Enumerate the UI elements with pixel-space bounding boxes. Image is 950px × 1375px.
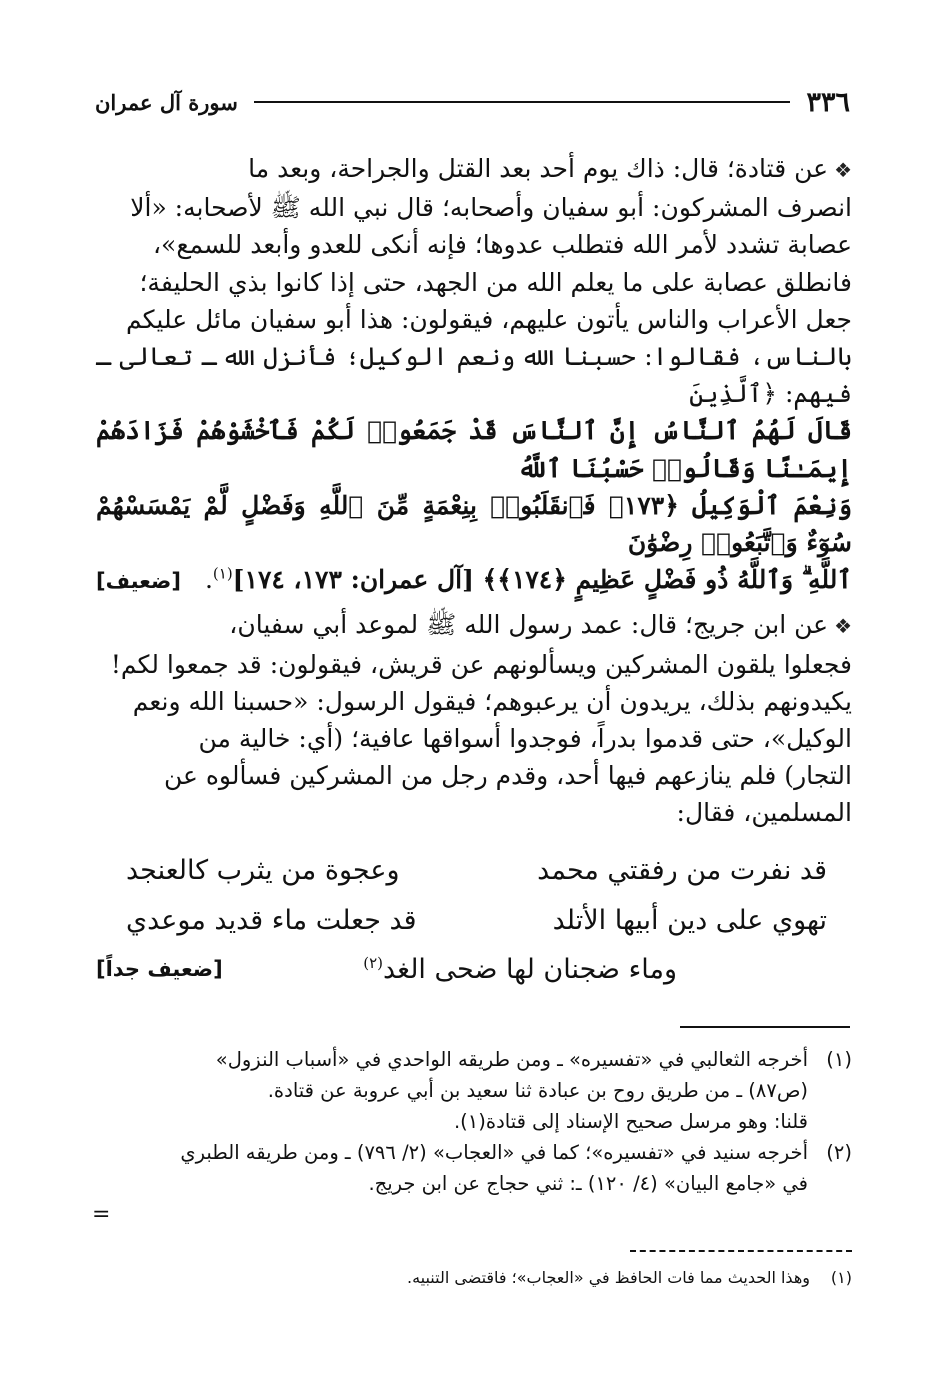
footnote-line: في «جامع البيان» (٤/ ١٢٠) ـ: ثني حجاج عن ابن جريج. (368, 1172, 808, 1195)
poem-verse (96, 846, 852, 896)
text-line: المسلمين، فقال: (676, 798, 852, 828)
footnote-ref: (١) (212, 564, 233, 583)
continuation-mark: = (92, 1202, 111, 1227)
text-line: ❖عن قتادة؛ قال: ذاك يوم أحد بعد القتل والجراحة، وبعد ما (248, 154, 852, 183)
poem-verse (96, 896, 852, 946)
text-line: فجعلوا يلقون المشركين ويسألونهم عن قريش، فيقولون: قد جمعوا لكم! (110, 649, 852, 679)
footnote-number: (١) (826, 1048, 852, 1071)
hemistich: قد نفرت من رفقتي محمد (537, 855, 827, 887)
quran-line: ٱللَّهِ ۗ وَٱللَّهُ ذُو فَضْلٍ عَظِيمٍ ﴿١٧٤﴾﴾ [آل عمران: ١٧٣، ١٧٤] (232, 565, 852, 595)
footnote-number: (٢) (826, 1141, 852, 1164)
grade-label: [ضعيف] (96, 569, 181, 594)
footnote-rule (680, 1026, 850, 1028)
text-line: انصرف المشركون: أبو سفيان وأصحابه؛ قال نبي الله ﷺ لأصحابه: «ألا (130, 193, 852, 223)
page-header (95, 82, 850, 122)
poem (96, 846, 852, 994)
bullet-icon: ❖ (834, 614, 852, 639)
poem-verse (96, 946, 852, 994)
text-line: الوكيل»، حتى قدموا بدراً، فوجدوا أسواقها عافية؛ (أي: خالية من (198, 724, 852, 754)
grade-label: [ضعيف جداً] (96, 957, 223, 982)
text-line: ❖عن ابن جريج؛ قال: عمد رسول الله ﷺ لموعد أبي سفيان، (229, 610, 852, 640)
hemistich: وماء ضجنان لها ضحى الغد$^{(٢)}$ (363, 954, 677, 986)
hemistich: تهوي على دين أبيها الأتلد (552, 905, 827, 937)
entry-ibn-jurayj (96, 606, 852, 831)
header-rule (254, 101, 791, 103)
grade-line: ٱللَّهِ ۗ وَٱللَّهُ ذُو فَضْلٍ عَظِيمٍ ﴿١٧٤﴾﴾ [آل عمران: ١٧٣، ١٧٤]$^{(١)}$. [ضعيف] (96, 561, 852, 600)
running-title: سورة آل عمران (95, 89, 238, 115)
footnote-line: قلنا: وهو مرسل صحيح الإسناد إلى قتادة(١). (453, 1110, 808, 1133)
hemistich: وعجوة من يثرب كالعنجد (126, 855, 400, 887)
subnote-number: (١) (830, 1268, 852, 1287)
text-line: فانطلق عصابة على ما يعلم الله من الجهد، حتى إذا كانوا بذي الحليفة؛ (139, 267, 852, 297)
page-number: ٣٣٦ (806, 86, 850, 118)
bullet-icon: ❖ (834, 158, 852, 182)
footnote (96, 1044, 852, 1137)
text-line: جعل الأعراب والناس يأتون عليهم، فيقولون: هذا أبو سفيان مائل عليكم (125, 304, 852, 334)
subnote-rule (630, 1250, 852, 1252)
text-line: التجار) فلم ينازعهم فيها أحد، وقدم رجل من المشركين فسألوه عن (163, 761, 852, 791)
subnote-text: وهذا الحديث مما فات الحافظ في «العجاب»؛ فاقتضى التنبيه. (406, 1268, 810, 1287)
footnote-line: أخرجه الثعالبي في «تفسيره» ـ ومن طريقه الواحدي في «أسباب النزول» (215, 1048, 808, 1071)
footnote-line: أخرجه سنيد في «تفسيره»؛ كما في «العجاب» (٢/ ٧٩٦) ـ ومن طريقه الطبري (180, 1141, 808, 1164)
footnotes (96, 1044, 852, 1199)
hemistich: قد جعلت ماء قديد موعدي (126, 905, 417, 937)
footnote (96, 1137, 852, 1199)
footnote-line: (ص٨٧) ـ من طريق روح بن عبادة ثنا سعيد بن أبي عروبة عن قتادة. (267, 1079, 808, 1102)
footnote-ref: (٢) (363, 954, 383, 973)
quran-line: وَنِعْمَ ٱلْوَكِيلُ ﴿١٧٣﴾ فَٱنقَلَبُوا۟ بِنِعْمَةٍ مِّنَ ٱللَّهِ وَفَضْلٍ لَّمْ يَمْسَسْهُمْ سُوٓءٌ وَٱتَّبَعُوا۟ رِضْوَٰنَ (96, 490, 852, 558)
main-text (96, 150, 852, 994)
quran-line: قَالَ لَهُمُ ٱلنَّاسُ إِنَّ ٱلنَّاسَ قَدْ جَمَعُوا۟ لَكُمْ فَٱخْشَوْهُمْ فَزَادَهُمْ إِيمَـٰنًا وَقَالُوا۟ حَسْبُنَا ٱللَّهُ (96, 416, 852, 483)
text-line: بالناس، فقالوا: حسبنا الله ونعم الوكيل؛ فأنزل الله ـ تعالى ـ فيهم: ﴿ٱلَّذِينَ (96, 342, 852, 409)
subnote (407, 1268, 852, 1287)
text-line: عصابة تشدد لأمر الله فتطلب عدوها؛ فإنه أنكى للعدو وأبعد للسمع»، (152, 230, 852, 260)
text-line: يكيدونهم بذلك، يريدون أن يرعبوهم؛ فيقول الرسول: «حسبنا الله ونعم (132, 686, 852, 716)
entry-qatada (96, 150, 852, 600)
